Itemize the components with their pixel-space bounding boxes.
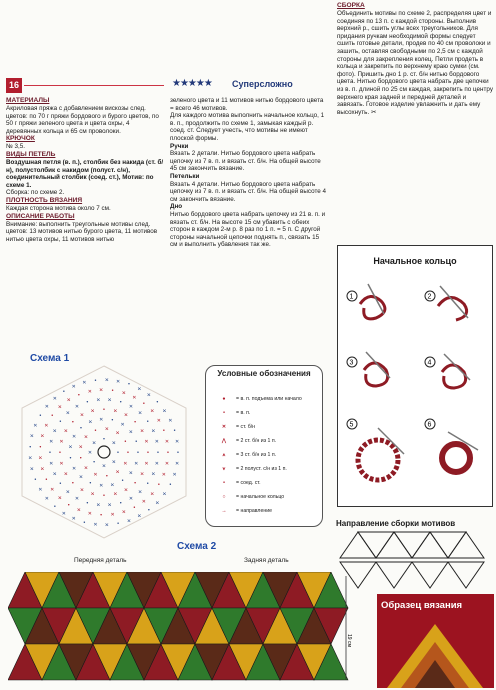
stitch-symbol: • bbox=[146, 481, 150, 488]
assembly-text: Объединить мотивы по схеме 2, распределяя цвет и соединяя по 13 п. с каждой стороны. Выполнив верхний р., сшить углы всех треугольников. Для придания ручкам необходимой формы следует сшить готовые детали, продев по 40 см проволоки и зашить, оставляя свободными по 2,5 см с каждой стороны для закрепления колец. Петли продеть в кольца и закрепить по верхнему краю сумки (см. фото). Пришить дно 1 р. ст. б/н нитью бордового цвета. Нитью бордового цвета набрать две цепочки из в. п. длиной по 25 см каждая, закрепить по центру верхнего края задней и передней деталей и завязать. Готовое изделие увлажнить и дать ему высохнуть. ✂ bbox=[337, 10, 493, 116]
stitch-symbol: • bbox=[58, 481, 62, 488]
stitch-symbol: • bbox=[92, 459, 96, 466]
stitch-symbol: • bbox=[133, 419, 137, 426]
stitch-symbol: ✕ bbox=[52, 428, 57, 435]
stitch-symbol: • bbox=[69, 455, 72, 462]
assembly-direction-diagram bbox=[336, 530, 494, 592]
stitch-symbol: ✕ bbox=[71, 516, 76, 523]
stitch-symbol: • bbox=[119, 399, 123, 406]
stitch-symbol: ✕ bbox=[90, 408, 95, 415]
stitch-symbol: • bbox=[48, 450, 52, 456]
loops-text: Воздушная петля (в. п.), столбик без накида (ст. б/н), полустолбик с накидом (полуст. с/н), соединительный столбик (соед. ст.), Мотив: по схеме 1. bbox=[6, 158, 164, 189]
stitch-symbol: ✕ bbox=[137, 489, 143, 496]
stitch-symbol: ✕ bbox=[33, 422, 38, 429]
stitch-symbol: ✕ bbox=[137, 386, 142, 393]
stitch-symbol: • bbox=[71, 480, 75, 487]
stitch-symbol: ✕ bbox=[28, 455, 33, 462]
stitch-symbol: • bbox=[157, 482, 161, 489]
stitch-symbol: • bbox=[58, 450, 62, 456]
stitch-symbol: • bbox=[146, 418, 150, 425]
stitch-symbol: • bbox=[116, 521, 120, 528]
stitch-symbol: • bbox=[53, 504, 57, 511]
stitch-symbol: ✕ bbox=[155, 500, 160, 507]
stitch-symbol: • bbox=[168, 482, 172, 489]
stitch-symbol: • bbox=[146, 450, 150, 456]
stitch-symbol: ✕ bbox=[150, 408, 155, 415]
assembly-heading: СБОРКА bbox=[337, 2, 365, 9]
stitch-symbol: ✕ bbox=[40, 433, 45, 440]
stitch-symbol: ✕ bbox=[154, 439, 159, 445]
initial-ring-illustration bbox=[338, 274, 492, 504]
stitch-symbol: ✕ bbox=[174, 461, 180, 468]
stitch-symbol: • bbox=[28, 444, 32, 451]
stitch-symbol: • bbox=[102, 436, 106, 443]
legend-title: Условные обозначения bbox=[217, 369, 311, 378]
schema2-label: Схема 2 bbox=[177, 541, 217, 552]
stitch-symbol: ✕ bbox=[162, 408, 167, 415]
hook-text: № 3,5. bbox=[6, 143, 26, 151]
stitch-symbol: ✕ bbox=[44, 496, 50, 503]
stitch-symbol: ✕ bbox=[107, 397, 112, 404]
schema2-diagram bbox=[8, 572, 352, 686]
stitch-symbol: ✕ bbox=[115, 430, 120, 437]
stitch-symbol: ✕ bbox=[104, 522, 109, 529]
sample-motif-illustration bbox=[377, 620, 494, 688]
handles-text: Вязать 2 детали. Нитью бордового цвета набрать цепочку из 7 в. п. и вязать ст. б/н. На общей высоте 45 см закончить вязание. bbox=[170, 150, 321, 173]
stitch-symbol: • bbox=[136, 450, 140, 456]
stitch-symbol: ✕ bbox=[44, 403, 50, 410]
schema1-label: Схема 1 bbox=[30, 353, 70, 364]
stitch-symbol: • bbox=[94, 378, 97, 384]
stitch-symbol: • bbox=[67, 502, 71, 509]
stitch-symbol: ✕ bbox=[74, 404, 80, 411]
stitch-symbol: ✕ bbox=[83, 434, 89, 441]
start-ring-symbol bbox=[98, 446, 110, 458]
stitch-symbol: ✕ bbox=[96, 397, 101, 404]
legend-row: ✕ = ст. б/н bbox=[221, 424, 256, 430]
description-heading: ОПИСАНИЕ РАБОТЫ bbox=[6, 212, 75, 220]
stitch-symbol: ✕ bbox=[137, 513, 142, 520]
handles-heading: Ручки bbox=[170, 142, 189, 150]
stitch-symbol: ✕ bbox=[107, 502, 112, 509]
svg-text:2: 2 bbox=[427, 293, 432, 301]
legend-row: ⩚ = 3 ст. б/н из 1 п. bbox=[222, 452, 277, 458]
stitch-symbol: ✕ bbox=[71, 465, 77, 472]
stitch-symbol: ✕ bbox=[93, 522, 98, 528]
stitch-symbol: • bbox=[127, 381, 131, 388]
stitch-symbol: ✕ bbox=[49, 461, 54, 467]
dimension-label: 19 см bbox=[346, 634, 352, 647]
stitch-symbol: ✕ bbox=[128, 404, 134, 411]
knitting-sample-photo bbox=[377, 594, 494, 688]
stitch-symbol: ✕ bbox=[71, 383, 76, 390]
stitch-symbol: ✕ bbox=[68, 444, 73, 451]
stitch-symbol: ✕ bbox=[151, 471, 156, 478]
stitch-symbol: • bbox=[121, 477, 125, 484]
stitch-symbol: ✕ bbox=[87, 450, 93, 456]
stitch-symbol: ✕ bbox=[57, 495, 62, 502]
assembly-ref: Сборка: по схеме 2. bbox=[6, 189, 65, 197]
stitch-symbol: • bbox=[77, 392, 81, 399]
initial-ring-title: Начальное кольцо bbox=[373, 256, 457, 266]
stitch-symbol: • bbox=[132, 505, 136, 512]
stitch-symbol: ✕ bbox=[123, 487, 129, 494]
left-column bbox=[6, 97, 164, 243]
materials-heading: МАТЕРИАЛЫ bbox=[6, 97, 50, 104]
stitch-symbol: ✕ bbox=[44, 422, 49, 429]
stitch-symbol: ✕ bbox=[121, 390, 126, 397]
stitch-symbol: ✕ bbox=[74, 495, 80, 502]
stitch-symbol: ✕ bbox=[115, 378, 121, 385]
stitch-symbol: ✕ bbox=[96, 502, 101, 509]
materials-text: Акриловая пряжа с добавлением вискозы след. цветов: по 70 г пряжи бордового и бурого цветов, по 50 г пряжи зеленого цвета и цвета охры, 4 деревянных кольца и 65 см проволоки. bbox=[6, 105, 159, 135]
stitch-symbol: ✕ bbox=[123, 460, 128, 467]
stitch-symbol: • bbox=[156, 450, 160, 456]
stitch-symbol: ✕ bbox=[162, 491, 167, 498]
stitch-symbol: ✕ bbox=[63, 471, 69, 478]
stitch-symbol: ✕ bbox=[113, 408, 118, 415]
stitch-symbol: • bbox=[119, 500, 123, 507]
stitch-symbol: ✕ bbox=[111, 440, 117, 447]
stitch-symbol: • bbox=[33, 477, 37, 484]
stitch-symbol: ✕ bbox=[141, 499, 147, 505]
stitch-symbol: ✕ bbox=[93, 472, 98, 478]
stitch-symbol: ✕ bbox=[99, 483, 104, 490]
stitch-symbol: ✕ bbox=[139, 471, 145, 478]
stitch-symbol: ✕ bbox=[137, 410, 143, 417]
stitch-symbol: • bbox=[99, 512, 103, 519]
legend-box bbox=[205, 365, 323, 527]
stitch-symbol: • bbox=[176, 450, 180, 456]
stitch-symbol: • bbox=[133, 480, 137, 487]
stitch-symbol: ✕ bbox=[38, 455, 43, 462]
stitch-symbol: • bbox=[147, 507, 151, 514]
stitch-symbol: ✕ bbox=[110, 512, 115, 519]
stitch-symbol: • bbox=[58, 418, 62, 425]
description-text: Внимание: выполнить треугольные мотивы след. цветов: 13 мотивов нитью бурого цвета, 11 мотивов нитью цвета охры, 11 мотивов нитью bbox=[6, 220, 158, 243]
svg-text:5: 5 bbox=[349, 421, 354, 429]
stitch-symbol: ✕ bbox=[52, 395, 57, 402]
stitch-symbol: ✕ bbox=[79, 487, 85, 494]
stitch-symbol: ✕ bbox=[29, 433, 35, 440]
loops-heading: ВИДЫ ПЕТЕЛЬ bbox=[6, 150, 56, 158]
stitch-symbol: ✕ bbox=[79, 412, 85, 419]
stitch-symbol: ✕ bbox=[110, 482, 115, 489]
stitch-symbol: • bbox=[94, 428, 97, 434]
stitch-symbol: • bbox=[88, 480, 92, 487]
divider bbox=[24, 85, 164, 86]
stitch-symbol: • bbox=[62, 389, 66, 396]
stitch-symbol: ✕ bbox=[104, 426, 110, 433]
stitch-symbol: ✕ bbox=[98, 387, 104, 394]
middle-column bbox=[170, 97, 328, 249]
stitch-symbol: ✕ bbox=[144, 438, 149, 445]
stitch-symbol: ✕ bbox=[65, 489, 71, 496]
stitch-symbol: ✕ bbox=[164, 461, 170, 468]
stitch-symbol: ✕ bbox=[71, 434, 77, 441]
stitch-symbol: ✕ bbox=[90, 491, 95, 498]
stitch-symbol: • bbox=[126, 450, 130, 456]
stitch-symbol: ✕ bbox=[57, 404, 62, 411]
stitch-symbol: ✕ bbox=[164, 438, 170, 445]
stitch-symbol: • bbox=[123, 439, 127, 446]
mid-p1: зеленого цвета и 11 мотивов нитью бордового цвета = всего 46 мотивов. bbox=[170, 97, 324, 112]
stitch-symbol: ✕ bbox=[120, 422, 125, 429]
hook-heading: КРЮЧОК bbox=[6, 135, 35, 143]
stitch-symbol: • bbox=[38, 412, 42, 419]
stitch-symbol: • bbox=[173, 428, 177, 435]
stitch-symbol: ✕ bbox=[65, 410, 71, 417]
stitch-symbol: ✕ bbox=[123, 412, 129, 419]
difficulty-label: Суперсложно bbox=[232, 79, 293, 89]
svg-text:4: 4 bbox=[427, 359, 432, 367]
loops2-heading: Петельки bbox=[170, 172, 200, 180]
stitch-symbol: ✕ bbox=[172, 471, 177, 478]
legend-row: • = соед. ст. bbox=[223, 480, 261, 486]
stitch-symbol: ✕ bbox=[156, 417, 162, 424]
stitch-symbol: ✕ bbox=[174, 438, 180, 445]
loops2-text: Вязать 4 детали. Нитью бордового цвета набрать цепочку из 7 в. п. и вязать ст. б/н. На общей высоте 4 см закончить вязание. bbox=[170, 180, 327, 203]
stitch-symbol: • bbox=[79, 425, 83, 432]
stitch-symbol: ✕ bbox=[139, 428, 145, 435]
stitch-symbol: ✕ bbox=[49, 439, 54, 445]
bottom-text: Нитью бордового цвета набрать цепочку из 21 в. п. и вязать ст. б/н. На высоте 15 см убавить с обеих сторон в каждом 2-м р. 8 раз по 1 п. = 5 п. С другой стороны начальной цепочки поднять п., связать 15 см и выполнить убавления так же. bbox=[170, 210, 326, 249]
front-part-label: Передняя деталь bbox=[74, 557, 127, 564]
stitch-symbol: • bbox=[166, 450, 170, 456]
bottom-heading: Дно bbox=[170, 203, 183, 211]
stitch-symbol: • bbox=[85, 399, 89, 406]
stitch-symbol: ✕ bbox=[121, 509, 126, 516]
stitch-symbol: ✕ bbox=[83, 465, 89, 472]
stitch-symbol: ✕ bbox=[91, 440, 97, 447]
stitch-symbol: ✕ bbox=[88, 419, 93, 426]
stitch-symbol: ✕ bbox=[134, 460, 139, 467]
stitch-symbol: ✕ bbox=[99, 416, 104, 423]
legend-row: • = в. п. bbox=[223, 410, 251, 416]
stitch-symbol: ✕ bbox=[29, 466, 35, 473]
assembly-direction-title: Направление сборки мотивов bbox=[336, 519, 456, 528]
stitch-symbol: ✕ bbox=[161, 472, 167, 478]
stitch-symbol: ✕ bbox=[151, 428, 156, 435]
step-number: 1 bbox=[349, 293, 354, 301]
stitch-symbol: ✕ bbox=[115, 469, 120, 476]
stitch-symbol: ✕ bbox=[128, 470, 133, 477]
legend-row: → = направление bbox=[221, 508, 272, 514]
stitch-symbol: ✕ bbox=[50, 486, 55, 493]
stitch-symbol: • bbox=[102, 406, 106, 413]
stitch-symbol: • bbox=[134, 439, 138, 446]
stitch-symbol: ✕ bbox=[38, 487, 43, 494]
stitch-symbol: ✕ bbox=[104, 377, 109, 384]
stitch-symbol: ✕ bbox=[144, 461, 149, 468]
right-column bbox=[337, 2, 493, 116]
initial-ring-box bbox=[337, 245, 493, 507]
stitch-symbol: ✕ bbox=[150, 491, 155, 498]
stitch-symbol: ✕ bbox=[128, 429, 133, 436]
mid-p2: Для каждого мотива выполнить начальное кольцо, 1 в. п., продолжить по схеме 1, замыкая каждый р. соед. ст. Следует учесть, что мотивы не имеют плоской формы. bbox=[170, 112, 325, 142]
stitch-symbol: ✕ bbox=[78, 474, 84, 481]
stitch-symbol: ✕ bbox=[78, 444, 83, 451]
stitch-symbol: ✕ bbox=[111, 459, 117, 466]
stitch-symbol: ✕ bbox=[52, 471, 57, 478]
stitch-symbol: ✕ bbox=[87, 388, 92, 395]
stitch-symbol: • bbox=[162, 428, 166, 434]
stitch-symbol: ✕ bbox=[154, 461, 159, 467]
density-heading: ПЛОТНОСТЬ ВЯЗАНИЯ bbox=[6, 196, 83, 204]
stitch-symbol: • bbox=[85, 500, 89, 507]
stitch-symbol: • bbox=[116, 450, 120, 456]
difficulty-stars: ★★★★★ bbox=[172, 78, 212, 89]
stitch-symbol: ✕ bbox=[76, 507, 81, 514]
stitch-symbol: • bbox=[38, 444, 42, 451]
stitch-symbol: • bbox=[82, 519, 86, 526]
stitch-symbol: • bbox=[105, 473, 109, 480]
stitch-symbol: ✕ bbox=[66, 397, 71, 404]
legend-row: ⋀ = 2 ст. б/н из 1 п. bbox=[221, 438, 277, 444]
stitch-symbol: • bbox=[142, 401, 146, 407]
stitch-symbol: • bbox=[50, 413, 54, 420]
stitch-symbol: ✕ bbox=[82, 380, 87, 387]
stitch-symbol: ✕ bbox=[40, 466, 45, 473]
back-part-label: Задняя деталь bbox=[244, 557, 289, 564]
stitch-symbol: • bbox=[102, 493, 106, 500]
stitch-symbol: ✕ bbox=[113, 491, 118, 498]
legend-row: ● = в. п. подъема или начало bbox=[222, 396, 302, 402]
stitch-symbol: ✕ bbox=[146, 392, 152, 399]
page-number: 16 bbox=[6, 78, 22, 93]
stitch-symbol: • bbox=[111, 387, 115, 394]
legend-row: ⩛ = 2 полуст. с/н из 1 п. bbox=[222, 466, 287, 472]
stitch-symbol: ✕ bbox=[128, 495, 134, 502]
stitch-symbol: ✕ bbox=[132, 394, 137, 401]
stitch-symbol: ✕ bbox=[59, 461, 64, 468]
stitch-symbol: ✕ bbox=[126, 518, 132, 525]
stitch-symbol: • bbox=[44, 477, 48, 484]
stitch-symbol: • bbox=[79, 455, 83, 462]
stitch-symbol: ✕ bbox=[101, 463, 107, 470]
stitch-symbol: ✕ bbox=[63, 428, 69, 435]
legend-row: ○ = начальное кольцо bbox=[222, 494, 285, 500]
stitch-symbol: • bbox=[71, 419, 75, 426]
stitch-symbol: ✕ bbox=[87, 511, 92, 518]
stitch-symbol: • bbox=[155, 399, 159, 406]
stitch-symbol: ✕ bbox=[59, 438, 64, 445]
stitch-symbol: • bbox=[110, 417, 114, 424]
stitch-symbol: ✕ bbox=[168, 417, 173, 424]
density-text: Каждая сторона мотива около 7 см. bbox=[6, 204, 111, 212]
svg-text:6: 6 bbox=[427, 421, 432, 429]
schema1-diagram bbox=[8, 362, 200, 542]
stitch-symbol: ✕ bbox=[61, 510, 66, 517]
sample-label: Образец вязания bbox=[381, 600, 463, 611]
svg-text:3: 3 bbox=[349, 359, 354, 367]
